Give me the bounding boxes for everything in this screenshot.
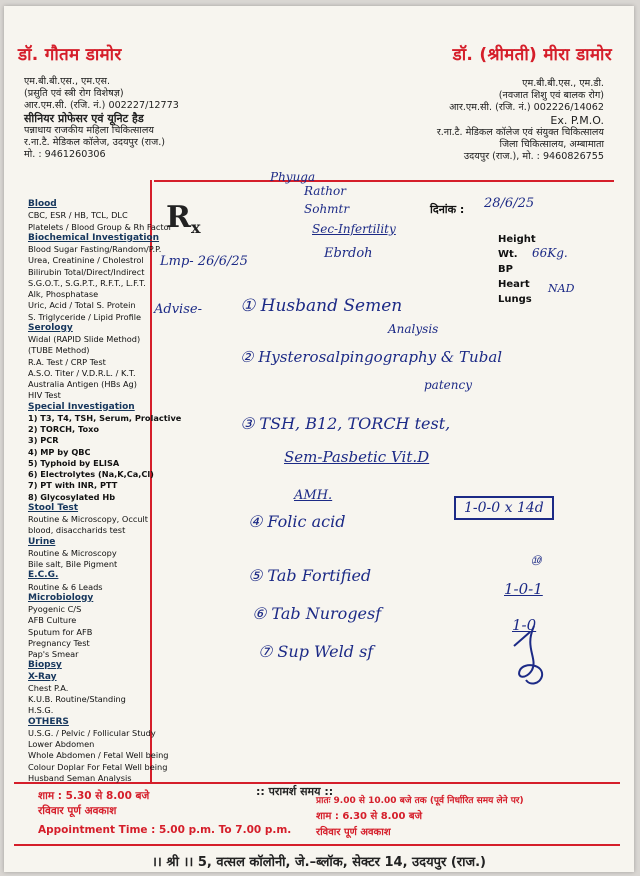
test-item: Pap's Smear bbox=[28, 649, 79, 659]
hw-lungs: NAD bbox=[548, 282, 575, 295]
test-item: Chest P.A. bbox=[28, 682, 69, 693]
test-item: Blood Sugar Fasting/Random/P.P. bbox=[28, 244, 162, 254]
test-section-heading: Biopsy bbox=[28, 660, 62, 671]
hw-age: Sohmtr bbox=[304, 202, 350, 216]
doctor-left-mobile: मो. : 9461260306 bbox=[24, 149, 106, 160]
doctor-right-details bbox=[437, 78, 604, 163]
test-item: 4) MP by QBC bbox=[28, 446, 91, 457]
test-item: Australia Antigen (HBs Ag) bbox=[28, 379, 137, 389]
hw-item-2b: patency bbox=[424, 378, 472, 392]
vital-weight: Wt. bbox=[498, 249, 518, 260]
hw-item-1: ① Husband Semen bbox=[240, 296, 403, 316]
test-item: 7) PT with INR, PTT bbox=[28, 480, 118, 491]
hw-patient-surname: Rathor bbox=[304, 184, 346, 198]
test-item: (TUBE Method) bbox=[28, 345, 90, 356]
test-item: S.G.O.T., S.G.P.T., R.F.T., L.F.T. bbox=[28, 277, 146, 288]
hw-amh: AMH. bbox=[294, 488, 333, 503]
hw-advise: Advise- bbox=[154, 302, 202, 317]
footer-left-sunday: रविवार पूर्ण अवकाश bbox=[38, 805, 117, 817]
doctor-left-speciality: (प्रसुति एवं स्त्री रोग विशेषज्ञ) bbox=[24, 88, 124, 99]
test-section-heading: Microbiology bbox=[28, 592, 94, 603]
test-section-heading: Urine bbox=[28, 536, 56, 547]
test-section-heading: Special Investigation bbox=[28, 401, 135, 412]
appointment-time: Appointment Time : 5.00 p.m. To 7.00 p.m. bbox=[38, 824, 292, 836]
rx-symbol: $R_x$ bbox=[166, 200, 201, 237]
vital-heart: Heart bbox=[498, 279, 530, 290]
hw-weight: 66Kg. bbox=[532, 246, 568, 260]
footer-left-timing: शाम : 5.30 से 8.00 बजे bbox=[38, 790, 150, 802]
test-item: Routine & Microscopy, Occult bbox=[28, 514, 149, 524]
vital-height: Height bbox=[498, 234, 536, 245]
test-item: H.S.G. bbox=[28, 705, 54, 716]
test-item: 6) Electrolytes (Na,K,Ca,Cl) bbox=[28, 469, 154, 479]
hw-item-7: ⑦ Sup Weld sf bbox=[258, 642, 374, 661]
test-section-heading: Serology bbox=[28, 322, 73, 333]
consultation-label: :: परामर्श समय :: bbox=[256, 785, 334, 798]
test-item: Pregnancy Test bbox=[28, 637, 90, 648]
hw-item-3b: Sem-Pasbetic Vit.D bbox=[284, 448, 430, 466]
test-item: 1) T3, T4, TSH, Serum, Prolactive bbox=[28, 412, 182, 423]
test-item: Routine & Microscopy bbox=[28, 547, 117, 558]
date-label: दिनांक : bbox=[430, 203, 465, 216]
doctor-left-details bbox=[24, 76, 179, 161]
test-item: K.U.B. Routine/Standing bbox=[28, 694, 126, 704]
test-item: HIV Test bbox=[28, 390, 61, 401]
test-item: AFB Culture bbox=[28, 615, 77, 626]
test-item: blood, disaccharids test bbox=[28, 525, 126, 536]
test-item: CBC, ESR / HB, TCL, DLC bbox=[28, 210, 128, 221]
test-item: Bile salt, Bile Pigment bbox=[28, 559, 118, 569]
address-rule bbox=[14, 844, 620, 846]
test-item: Uric, Acid / Total S. Protein bbox=[28, 300, 136, 311]
doctor-left-name: डॉ. गौतम डामोर bbox=[18, 45, 122, 65]
test-item: R.A. Test / CRP Test bbox=[28, 356, 106, 367]
doctor-right-hospital: जिला चिकित्सालय, अम्बामाता bbox=[499, 139, 604, 150]
doctor-right-degree: एम.बी.बी.एस., एम.डी. bbox=[522, 78, 604, 89]
rx-letter: R bbox=[166, 200, 191, 235]
hw-lmp: Lmp- 26/6/25 bbox=[160, 254, 248, 269]
hw-item-3: ③ TSH, B12, TORCH test, bbox=[240, 414, 451, 433]
test-item: A.S.O. Titer / V.D.R.L. / K.T. bbox=[28, 367, 136, 378]
hw-item-2: ② Hysterosalpingography & Tubal bbox=[240, 348, 503, 366]
footer-right-morning: प्रातः 9.00 से 10.00 बजे तक (पूर्व निर्धारित समय लेने पर) bbox=[316, 796, 524, 806]
hw-item-7-dose: 1-0 bbox=[512, 616, 537, 634]
test-item: Bilirubin Total/Direct/Indirect bbox=[28, 266, 145, 277]
test-item: Colour Doplar For Fetal Well being bbox=[28, 761, 168, 772]
test-item: 2) TORCH, Toxo bbox=[28, 424, 99, 434]
doctor-right-mobile: उदयपुर (राज.), मो. : 9460826755 bbox=[463, 151, 604, 162]
doctor-left-college: र.ना.टै. मेडिकल कॉलेज, उदयपुर (राज.) bbox=[24, 137, 166, 148]
test-item: Routine & 6 Leads bbox=[28, 581, 103, 592]
test-item: S. Triglyceride / Lipid Profile bbox=[28, 311, 142, 322]
test-item: U.S.G. / Pelvic / Follicular Study bbox=[28, 727, 156, 738]
hw-patient-name: Phyuga bbox=[270, 170, 316, 184]
hw-date: 28/6/25 bbox=[484, 196, 535, 211]
vital-bp: BP bbox=[498, 264, 513, 275]
doctor-right-name: डॉ. (श्रीमती) मीरा डामोर bbox=[452, 45, 612, 65]
hw-item-5: ⑤ Tab Fortified bbox=[248, 566, 372, 585]
doctor-right-reg: आर.एम.सी. (रजि. नं.) 002226/14062 bbox=[449, 102, 604, 113]
test-item: Whole Abdomen / Fetal Well being bbox=[28, 750, 169, 761]
test-item: Widal (RAPID Slide Method) bbox=[28, 334, 141, 344]
footer-right-evening: शाम : 6.30 से 8.00 बजे bbox=[316, 811, 423, 822]
test-item: Platelets / Blood Group & Rh Factor bbox=[28, 221, 172, 232]
hw-item-5-note: ⑩ bbox=[530, 554, 542, 569]
hw-item-6: ⑥ Tab Nurogesf bbox=[252, 604, 382, 623]
doctor-left-hospital: पन्नाधाय राजकीय महिला चिकित्सालय bbox=[24, 125, 154, 136]
test-item: Sputum for AFB bbox=[28, 626, 93, 637]
test-item: Alk, Phosphatase bbox=[28, 289, 99, 299]
hw-item-4-dose: 1-0-0 x 14d bbox=[454, 496, 554, 520]
test-section-heading: Stool Test bbox=[28, 502, 79, 513]
doctor-right-college: र.ना.टै. मेडिकल कॉलेज एवं संयुक्त चिकित्सालय bbox=[436, 127, 604, 138]
clinic-address: ।। श्री ।। 5, वत्सल कॉलोनी, जे.–ब्लॉक, सेक्टर 14, उदयपुर (राज.) bbox=[151, 855, 486, 870]
hw-item-6-dose: 1-0-1 bbox=[504, 580, 543, 598]
test-section-heading: OTHERS bbox=[28, 716, 69, 727]
test-item: Urea, Creatinine / Cholestrol bbox=[28, 255, 144, 266]
test-item: Pyogenic C/S bbox=[28, 604, 82, 614]
footer-right bbox=[316, 794, 524, 841]
hw-duration: Ebrdoh bbox=[324, 246, 373, 261]
vital-lungs: Lungs bbox=[498, 294, 532, 305]
test-section-heading: E.C.G. bbox=[28, 570, 59, 581]
prescription-sheet bbox=[4, 6, 634, 872]
footer-right-sunday: रविवार पूर्ण अवकाश bbox=[316, 827, 391, 838]
test-section-heading: Biochemical Investigation bbox=[28, 232, 160, 243]
doctor-right-speciality: (नवजात शिशु एवं बालक रोग) bbox=[498, 90, 604, 101]
test-item: 8) Glycosylated Hb bbox=[28, 491, 116, 502]
doctor-right-post: Ex. P.M.O. bbox=[550, 114, 604, 127]
header-rule bbox=[154, 180, 614, 182]
doctor-signature bbox=[504, 618, 584, 688]
hw-item-1b: Analysis bbox=[388, 322, 439, 336]
vitals-block bbox=[498, 232, 536, 307]
test-item: Lower Abdomen bbox=[28, 739, 95, 749]
test-section-heading: Blood bbox=[28, 199, 57, 209]
doctor-left-reg: आर.एम.सी. (रजि. नं.) 002227/12773 bbox=[24, 100, 179, 111]
test-section-heading: X-Ray bbox=[28, 671, 57, 682]
test-item: 5) Typhoid by ELISA bbox=[28, 457, 120, 468]
hw-diagnosis: Sec-Infertility bbox=[312, 222, 396, 236]
test-item: Husband Seman Analysis bbox=[28, 772, 132, 783]
doctor-left-degree: एम.बी.बी.एस., एम.एस. bbox=[24, 76, 110, 87]
footer-left bbox=[38, 789, 291, 841]
test-item: 3) PCR bbox=[28, 435, 59, 446]
doctor-left-title: सीनियर प्रोफेसर एवं यूनिट हैड bbox=[24, 112, 144, 125]
hw-item-4: ④ Folic acid bbox=[248, 512, 346, 531]
